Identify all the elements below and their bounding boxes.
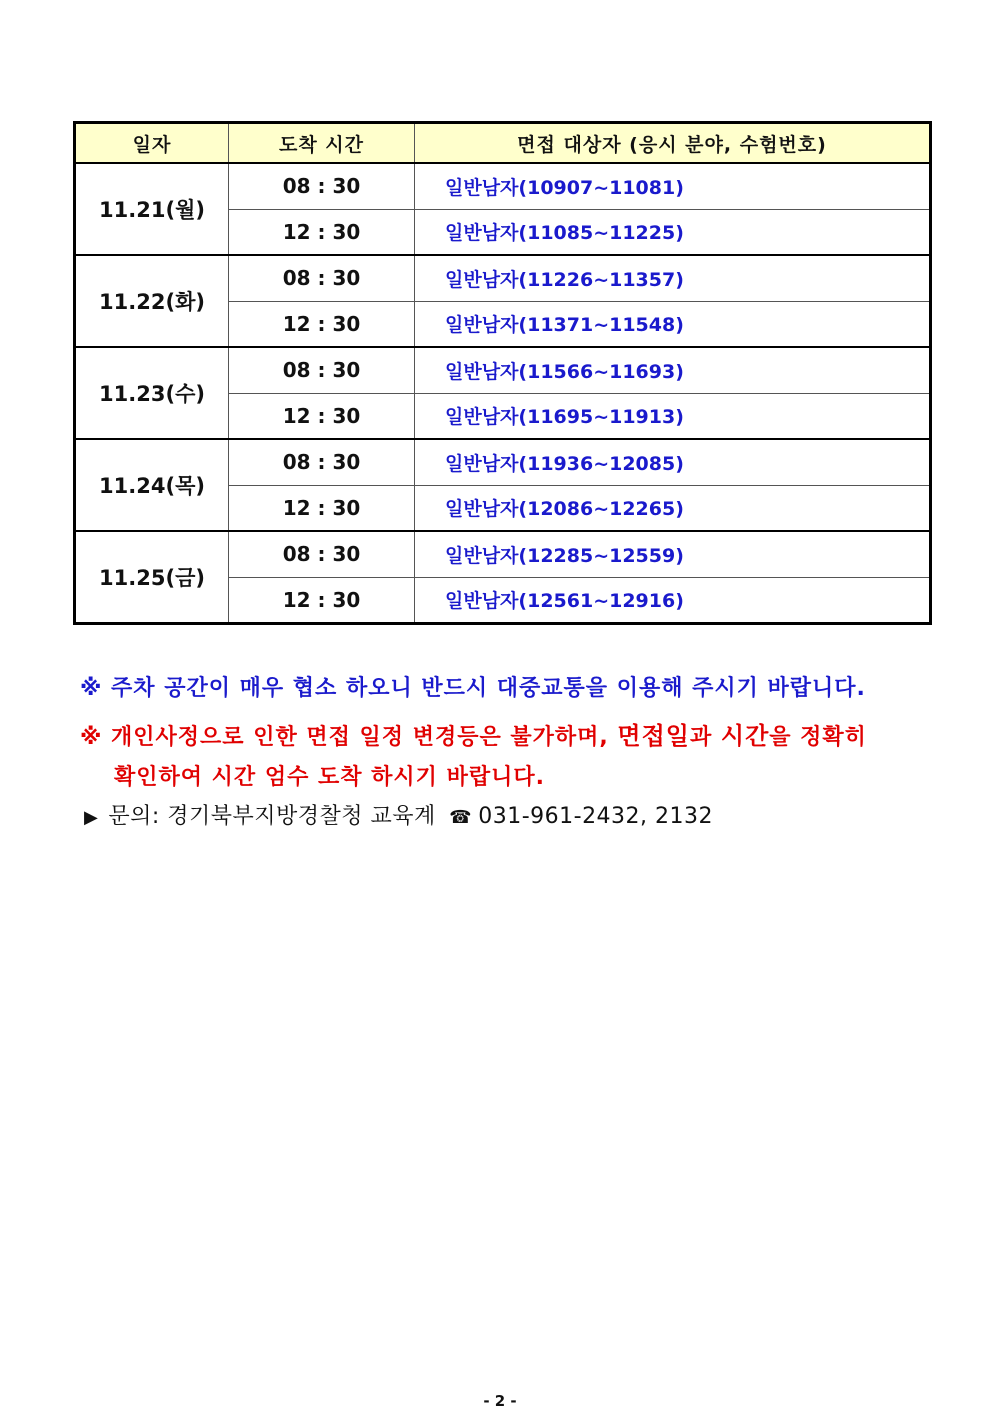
date-cell: 11.23(수) [75,347,229,439]
time-cell: 08 : 30 [229,163,415,209]
time-cell: 08 : 30 [229,347,415,393]
time-cell: 08 : 30 [229,255,415,301]
time-cell: 12 : 30 [229,209,415,255]
date-cell: 11.24(목) [75,439,229,531]
time-cell: 12 : 30 [229,485,415,531]
time-cell: 08 : 30 [229,531,415,577]
table-row [75,347,931,393]
contact-info [84,799,713,830]
target-cell: 일반남자(11695~11913) [415,393,931,439]
triangle-bullet-icon: ▶ [84,807,99,828]
target-cell: 일반남자(12285~12559) [415,531,931,577]
target-cell: 일반남자(12086~12265) [415,485,931,531]
target-cell: 일반남자(10907~11081) [415,163,931,209]
time-cell: 08 : 30 [229,439,415,485]
target-cell: 일반남자(11566~11693) [415,347,931,393]
emphasis-time: 시간 [720,722,770,750]
target-cell: 일반남자(11936~12085) [415,439,931,485]
table-header-row [75,123,931,164]
table-row [75,163,931,209]
time-cell: 12 : 30 [229,577,415,624]
header-date: 일자 [75,123,229,164]
target-cell: 일반남자(12561~12916) [415,577,931,624]
emphasis-interview-date: 면접일 [617,722,690,750]
date-cell: 11.22(화) [75,255,229,347]
schedule-change-notice [80,716,940,751]
parking-notice: ※ 주차 공간이 매우 협소 하오니 반드시 대중교통을 이용해 주시기 바랍니다. [80,676,866,701]
interview-schedule-table [73,121,932,625]
header-interviewees: 면접 대상자 (응시 분야, 수험번호) [415,123,931,164]
target-cell: 일반남자(11226~11357) [415,255,931,301]
table-row [75,255,931,301]
date-cell: 11.25(금) [75,531,229,624]
time-cell: 12 : 30 [229,301,415,347]
table-row [75,531,931,577]
schedule-notice-text: 과 [689,725,721,750]
target-cell: 일반남자(11371~11548) [415,301,931,347]
table-row [75,439,931,485]
header-arrival-time: 도착 시간 [229,123,415,164]
schedule-change-notice-line2: 확인하여 시간 엄수 도착 하시기 바랍니다. [114,765,545,790]
page-number: - 2 - [483,1392,517,1410]
schedule-notice-text: 을 정확히 [769,725,867,750]
contact-phone: 031-961-2432, 2132 [478,804,714,829]
contact-label: 문의: 경기북부지방경찰청 교육계 [108,804,436,829]
target-cell: 일반남자(11085~11225) [415,209,931,255]
schedule-notice-text: ※ 개인사정으로 인한 면접 일정 변경등은 불가하며, [80,725,618,750]
phone-icon: ☎ [449,807,473,828]
date-cell: 11.21(월) [99,198,205,222]
time-cell: 12 : 30 [229,393,415,439]
